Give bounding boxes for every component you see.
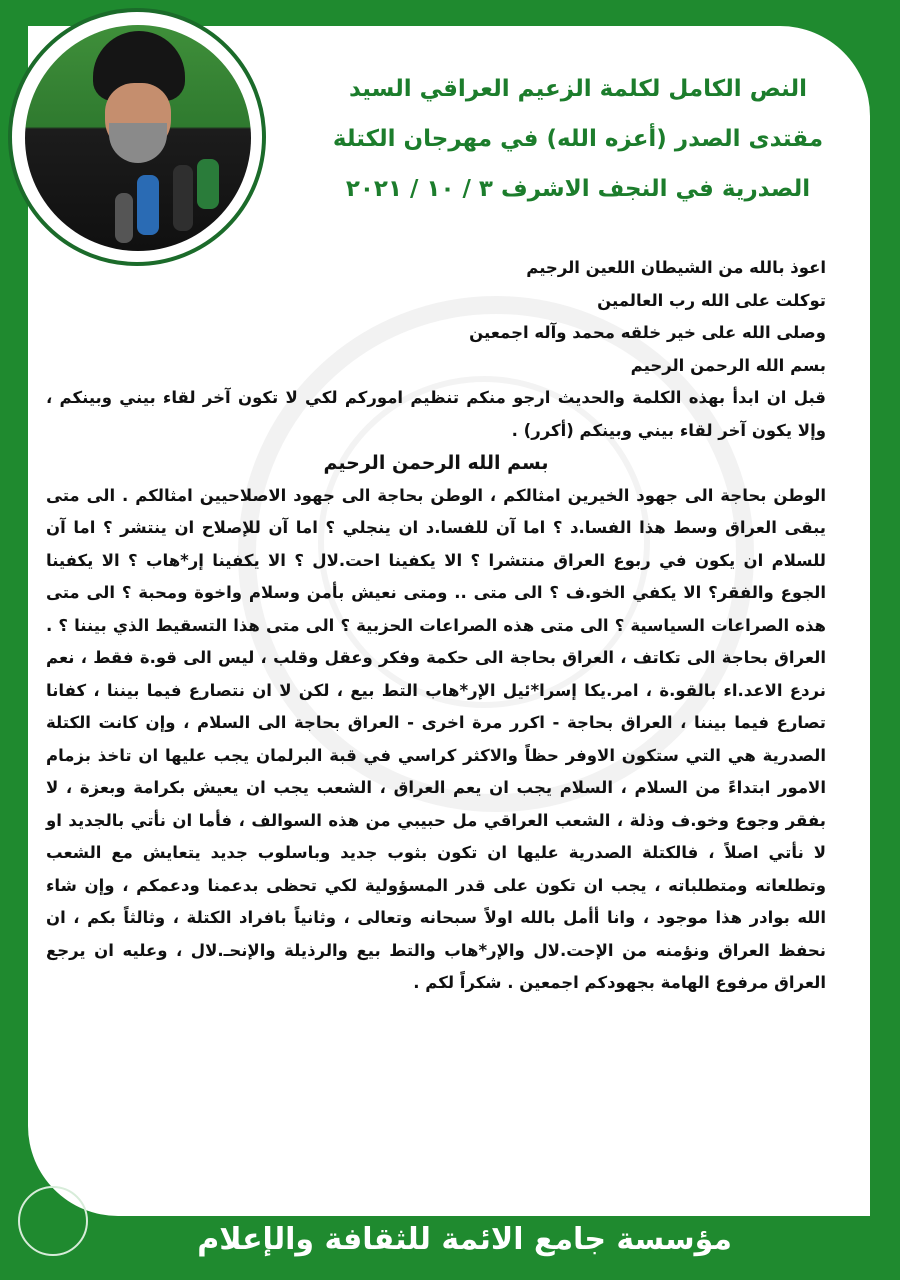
intro-line-1: اعوذ بالله من الشيطان اللعين الرجيم <box>526 258 826 277</box>
intro-line-3: وصلى الله على خير خلقه محمد وآله اجمعين <box>469 323 826 342</box>
speaker-photo <box>25 25 251 251</box>
microphone-icon <box>197 159 219 209</box>
footer-organization: مؤسسة جامع الائمة للثقافة والإعلام <box>197 1222 732 1257</box>
main-paragraph: الوطن بحاجة الى جهود الخيرين امثالكم ، الوطن بحاجة الى جهود الاصلاحيين امثالكم . الى متى يبقى العراق وسط هذا الفسا.د ؟ اما آن للفسا.د ان ينجلي ؟ اما آن للإصلاح ان ينتشر ؟ اما آن للسلام ان يكون في ربوع العراق منتشرا ؟ الا يكفينا احت.لال ؟ الا يكفينا إر*هاب ؟ الا يكفينا الجوع والفقر؟ الا يكفي الخو.ف ؟ الى متى .. ومتى نعيش بأمن وسلام واخوة ومحبة ؟ الى متى هذه الصراعات السياسية ؟ الى متى هذه الصراعات الحزبية ؟ الى متى هذا التسقيط الذي بيننا ؟ . العراق بحاجة الى تكاتف ، العراق بحاجة الى حكمة وفكر وعقل وقلب ، ليس الى قو.ة فقط ، نعم نردع الاعد.اء بالقو.ة ، امر.يكا إسرا*ئيل الإر*هاب التط بيع ، لكن لا ان نتصارع فيما بيننا ، كفانا تصارع فيما بيننا ، العراق بحاجة - اكرر مرة اخرى - العراق بحاجة الى السلام ، وإن كانت الكتلة الصدرية هي التي ستكون الاوفر حظاً والاكثر كراسي في قبة البرلمان يجب عليها ان تاخذ بزمام الامور ابتداءً من السلام ، السلام يجب ان يعم العراق ، الشعب يجب ان يعيش بكرامة وبعزة ، لا بفقر وجوع وخو.ف وذلة ، الشعب العراقي مل حبيبي من هذه السوالف ، فأما ان نأتي بالجديد او لا نأتي اصلاً ، فالكتلة الصدرية عليها ان تكون بثوب جديد وباسلوب جديد يتعايش مع الشعب وتطلعاته ومتطلباته ، يجب ان تكون على قدر المسؤولية لكي تحظى بدعمنا ودعمكم ، وإن شاء الله بوادر هذا موجود ، وانا أأمل بالله اولاً سبحانه وتعالى ، وثانياً بافراد الكتلة ، وثالثاً بكم ، ان نحفظ العراق ونؤمنه من الإحت.لال والإر*هاب والتط بيع والرذيلة والإنحـ.لال ، وعليه ان يرجع العراق مرفوع الهامة بجهودكم اجمعين . شكراً لكم . <box>46 485 826 992</box>
beard-shape <box>109 123 167 163</box>
headline-line-3: الصدرية في النجف الاشرف ٣ / ١٠ / ٢٠٢١ <box>345 176 811 202</box>
basmala-heading: بسم الله الرحمن الرحيم <box>323 452 549 474</box>
microphone-icon <box>137 175 159 235</box>
headline-line-2: مقتدى الصدر (أعزه الله) في مهرجان الكتلة <box>332 126 824 152</box>
intro-line-4: بسم الله الرحمن الرحيم <box>630 355 826 375</box>
headline-line-1: النص الكامل لكلمة الزعيم العراقي السيد <box>349 76 807 102</box>
speech-body <box>46 252 826 1000</box>
headline <box>328 64 828 214</box>
microphone-icon <box>173 165 193 231</box>
footer-circle-ornament <box>18 1186 88 1256</box>
speaker-photo-frame <box>8 8 266 266</box>
microphone-icon <box>115 193 133 243</box>
opening-paragraph: قبل ان ابدأ بهذه الكلمة والحديث ارجو منكم تنظيم اموركم لكي لا تكون آخر لقاء بيني وبينكم ، وإلا يكون آخر لقاء بيني وبينكم (أكرر) . <box>46 388 826 440</box>
intro-line-2: توكلت على الله رب العالمين <box>597 290 826 310</box>
